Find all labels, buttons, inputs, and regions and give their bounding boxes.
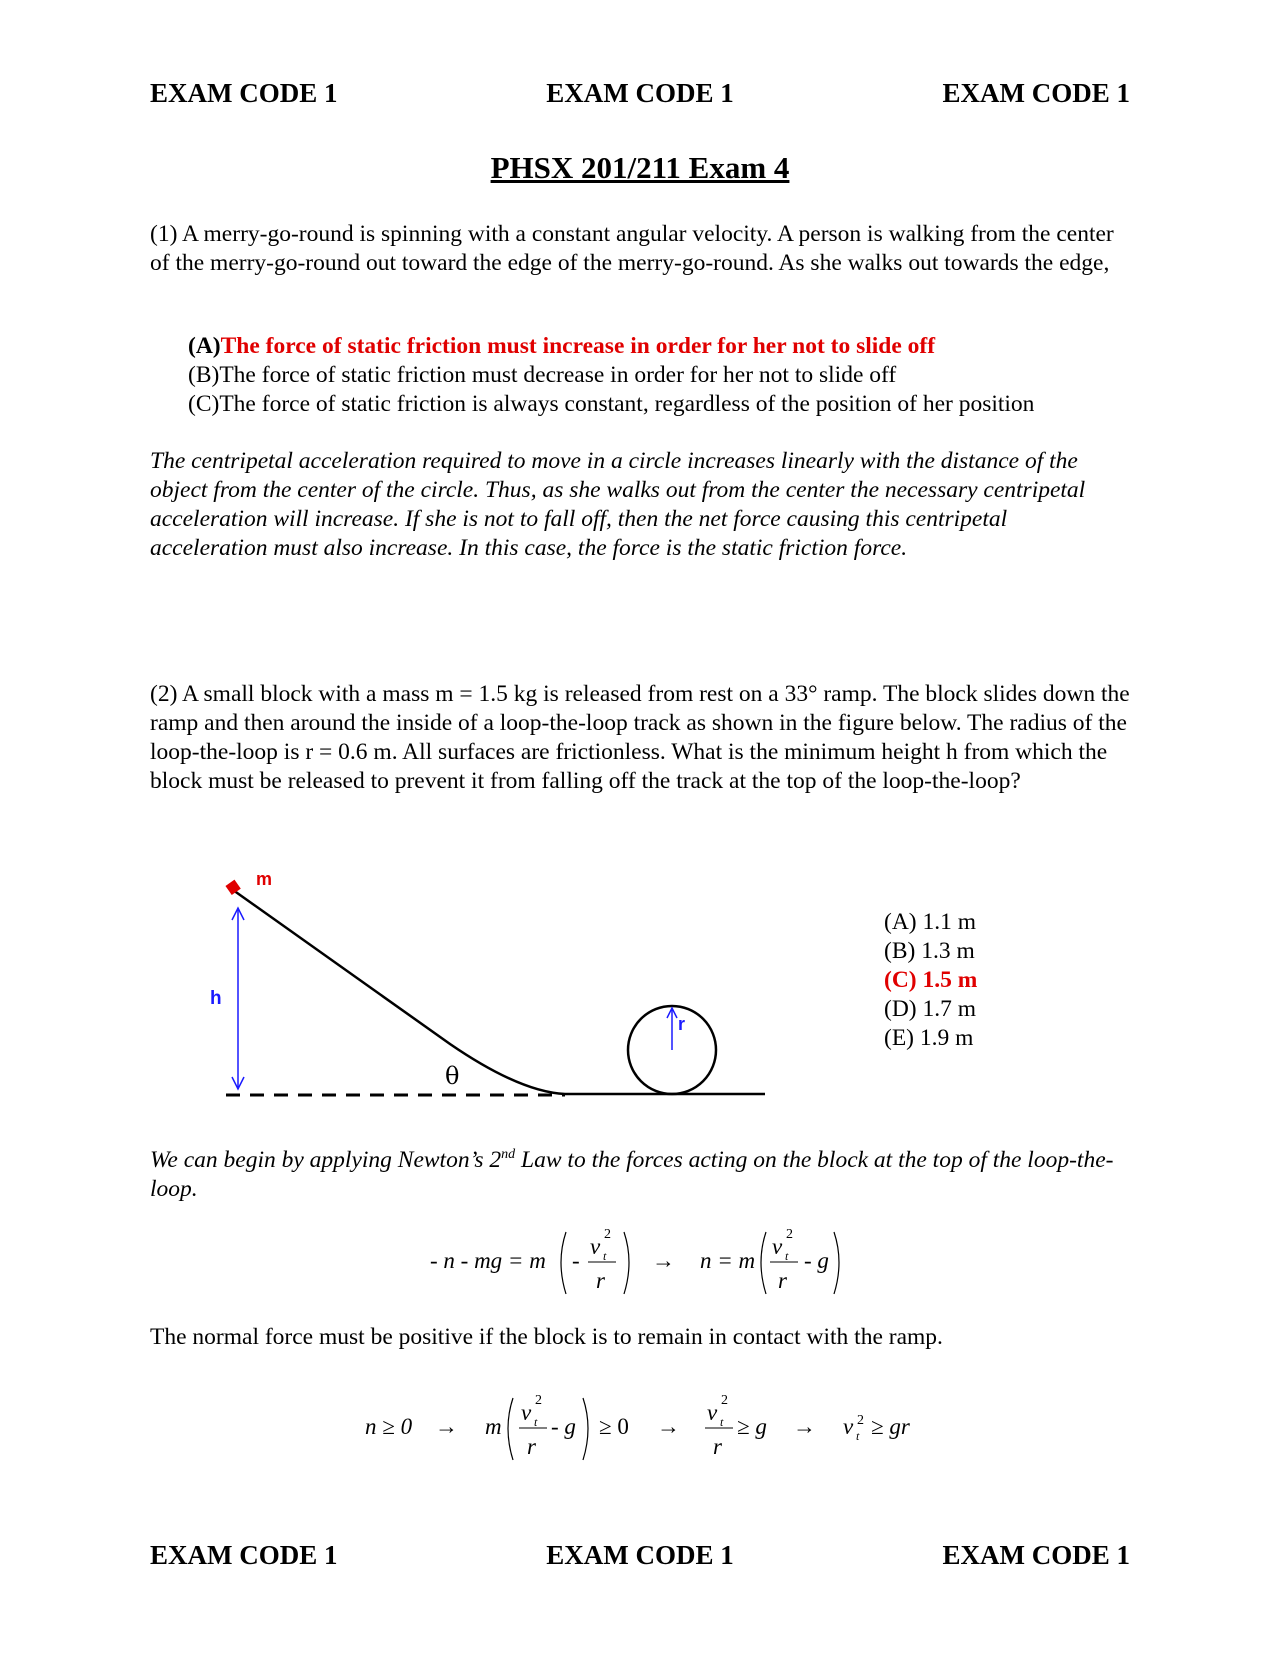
svg-text:→: →	[652, 1248, 675, 1273]
q1-prompt: (1) A merry-go-round is spinning with a constant angular velocity. A person is walking from the center of the merry-go-round out toward the edge of the merry-go-round. As she walks out towards the edge,	[150, 221, 1114, 276]
ramp-loop-figure	[200, 862, 780, 1102]
q2-explanation	[150, 1140, 1130, 1204]
svg-text:≥ g: ≥ g	[737, 1414, 767, 1439]
svg-text:m: m	[485, 1414, 502, 1439]
q1-choice-b-text: The force of static friction must decrease in order for her not to slide off	[219, 362, 897, 388]
header-code-right: EXAM CODE 1	[942, 78, 1130, 108]
footer-code-right: EXAM CODE 1	[942, 1540, 1130, 1570]
svg-text:t: t	[603, 1249, 607, 1263]
mass-label: m	[256, 869, 273, 889]
q2-answer-a: (A) 1.1 m	[884, 909, 977, 935]
q2-explanation-sup: nd	[501, 1147, 516, 1162]
header-exam-codes	[150, 78, 1130, 109]
q1-choice-a-label: (A)	[188, 333, 221, 359]
svg-text:2: 2	[857, 1413, 864, 1428]
svg-text:n = m: n = m	[700, 1248, 756, 1273]
svg-text:≥ gr: ≥ gr	[871, 1414, 910, 1439]
svg-text:r: r	[713, 1434, 722, 1459]
q1-choice-a	[188, 332, 1034, 361]
svg-text:t: t	[856, 1429, 860, 1443]
footer-code-center: EXAM CODE 1	[546, 1540, 734, 1570]
svg-text:≥ 0: ≥ 0	[599, 1414, 629, 1439]
svg-text:v: v	[521, 1400, 532, 1425]
q1-choice-c	[188, 390, 1034, 419]
header-code-center: EXAM CODE 1	[546, 78, 734, 108]
q1-explanation: The centripetal acceleration required to move in a circle increases linearly with the distance of the object from the center of the circle. Thus, as she walks out from the center the necessary centripetal acceleration will increase. If she is not to fall off, then the net force causing this centripetal acceleration must also increase. In this case, the force is the static friction force.	[150, 448, 1086, 561]
svg-text:r: r	[778, 1268, 787, 1293]
height-label: h	[210, 988, 222, 1009]
svg-text:n ≥ 0: n ≥ 0	[365, 1414, 413, 1439]
q1-choice-b-label: (B)	[188, 362, 220, 388]
q2-explanation-pre: We can begin by applying Newton’s 2	[150, 1146, 502, 1173]
svg-text:v: v	[707, 1400, 718, 1425]
equation-condition	[355, 1388, 915, 1468]
angle-label: θ	[445, 1062, 460, 1090]
svg-text:r: r	[596, 1268, 605, 1293]
svg-text:→: →	[793, 1414, 816, 1439]
normal-force-text: The normal force must be positive if the block is to remain in contact with the ramp.	[150, 1324, 943, 1350]
q2-answer-c: (C) 1.5 m	[884, 967, 978, 993]
svg-text:v: v	[590, 1234, 601, 1259]
q2-explanation-post: Law to the forces acting on the block at the top of the loop-the-loop.	[150, 1146, 1114, 1202]
svg-text:→: →	[435, 1414, 458, 1439]
q2-answers	[884, 908, 977, 1053]
ramp-line	[233, 890, 765, 1094]
q1-choice-c-label: (C)	[188, 391, 220, 417]
svg-text:t: t	[785, 1249, 789, 1263]
svg-text:-: -	[572, 1248, 580, 1273]
svg-text:2: 2	[535, 1393, 542, 1408]
svg-text:t: t	[534, 1415, 538, 1429]
svg-text:v: v	[843, 1414, 854, 1439]
q1-choice-c-text: The force of static friction is always constant, regardless of the position of her position	[219, 391, 1035, 417]
svg-text:- g: - g	[804, 1248, 829, 1273]
q2-answer-b: (B) 1.3 m	[884, 938, 975, 964]
svg-text:v: v	[772, 1234, 783, 1259]
q2-answer-d: (D) 1.7 m	[884, 996, 977, 1022]
q2-prompt: (2) A small block with a mass m = 1.5 kg is released from rest on a 33° ramp. The block slides down the ramp and then around the inside of a loop-the-loop track as shown in the figure below. The radius of the loop-the-loop is r = 0.6 m. All surfaces are frictionless. What is the minimum height h from which the block must be released to prevent it from falling off the track at the top of the loop-the-loop?	[150, 681, 1130, 794]
q1-choice-b	[188, 361, 1034, 390]
svg-text:2: 2	[721, 1393, 728, 1408]
svg-text:- n - mg = m: - n - mg = m	[430, 1248, 546, 1273]
equation-newton	[420, 1222, 860, 1302]
footer-code-left: EXAM CODE 1	[150, 1540, 338, 1570]
svg-text:→: →	[657, 1414, 680, 1439]
header-code-left: EXAM CODE 1	[150, 78, 338, 108]
q1-choices	[188, 332, 1034, 419]
q1-choice-a-text: The force of static friction must increase in order for her not to slide off	[220, 333, 936, 359]
radius-label: r	[678, 1014, 686, 1034]
svg-text:t: t	[720, 1415, 724, 1429]
svg-text:2: 2	[604, 1227, 611, 1242]
svg-text:r: r	[527, 1434, 536, 1459]
svg-text:- g: - g	[551, 1414, 576, 1439]
svg-text:2: 2	[786, 1227, 793, 1242]
q2-answer-e: (E) 1.9 m	[884, 1025, 974, 1051]
footer-exam-codes	[150, 1540, 1130, 1571]
page-title: PHSX 201/211 Exam 4	[490, 150, 790, 185]
